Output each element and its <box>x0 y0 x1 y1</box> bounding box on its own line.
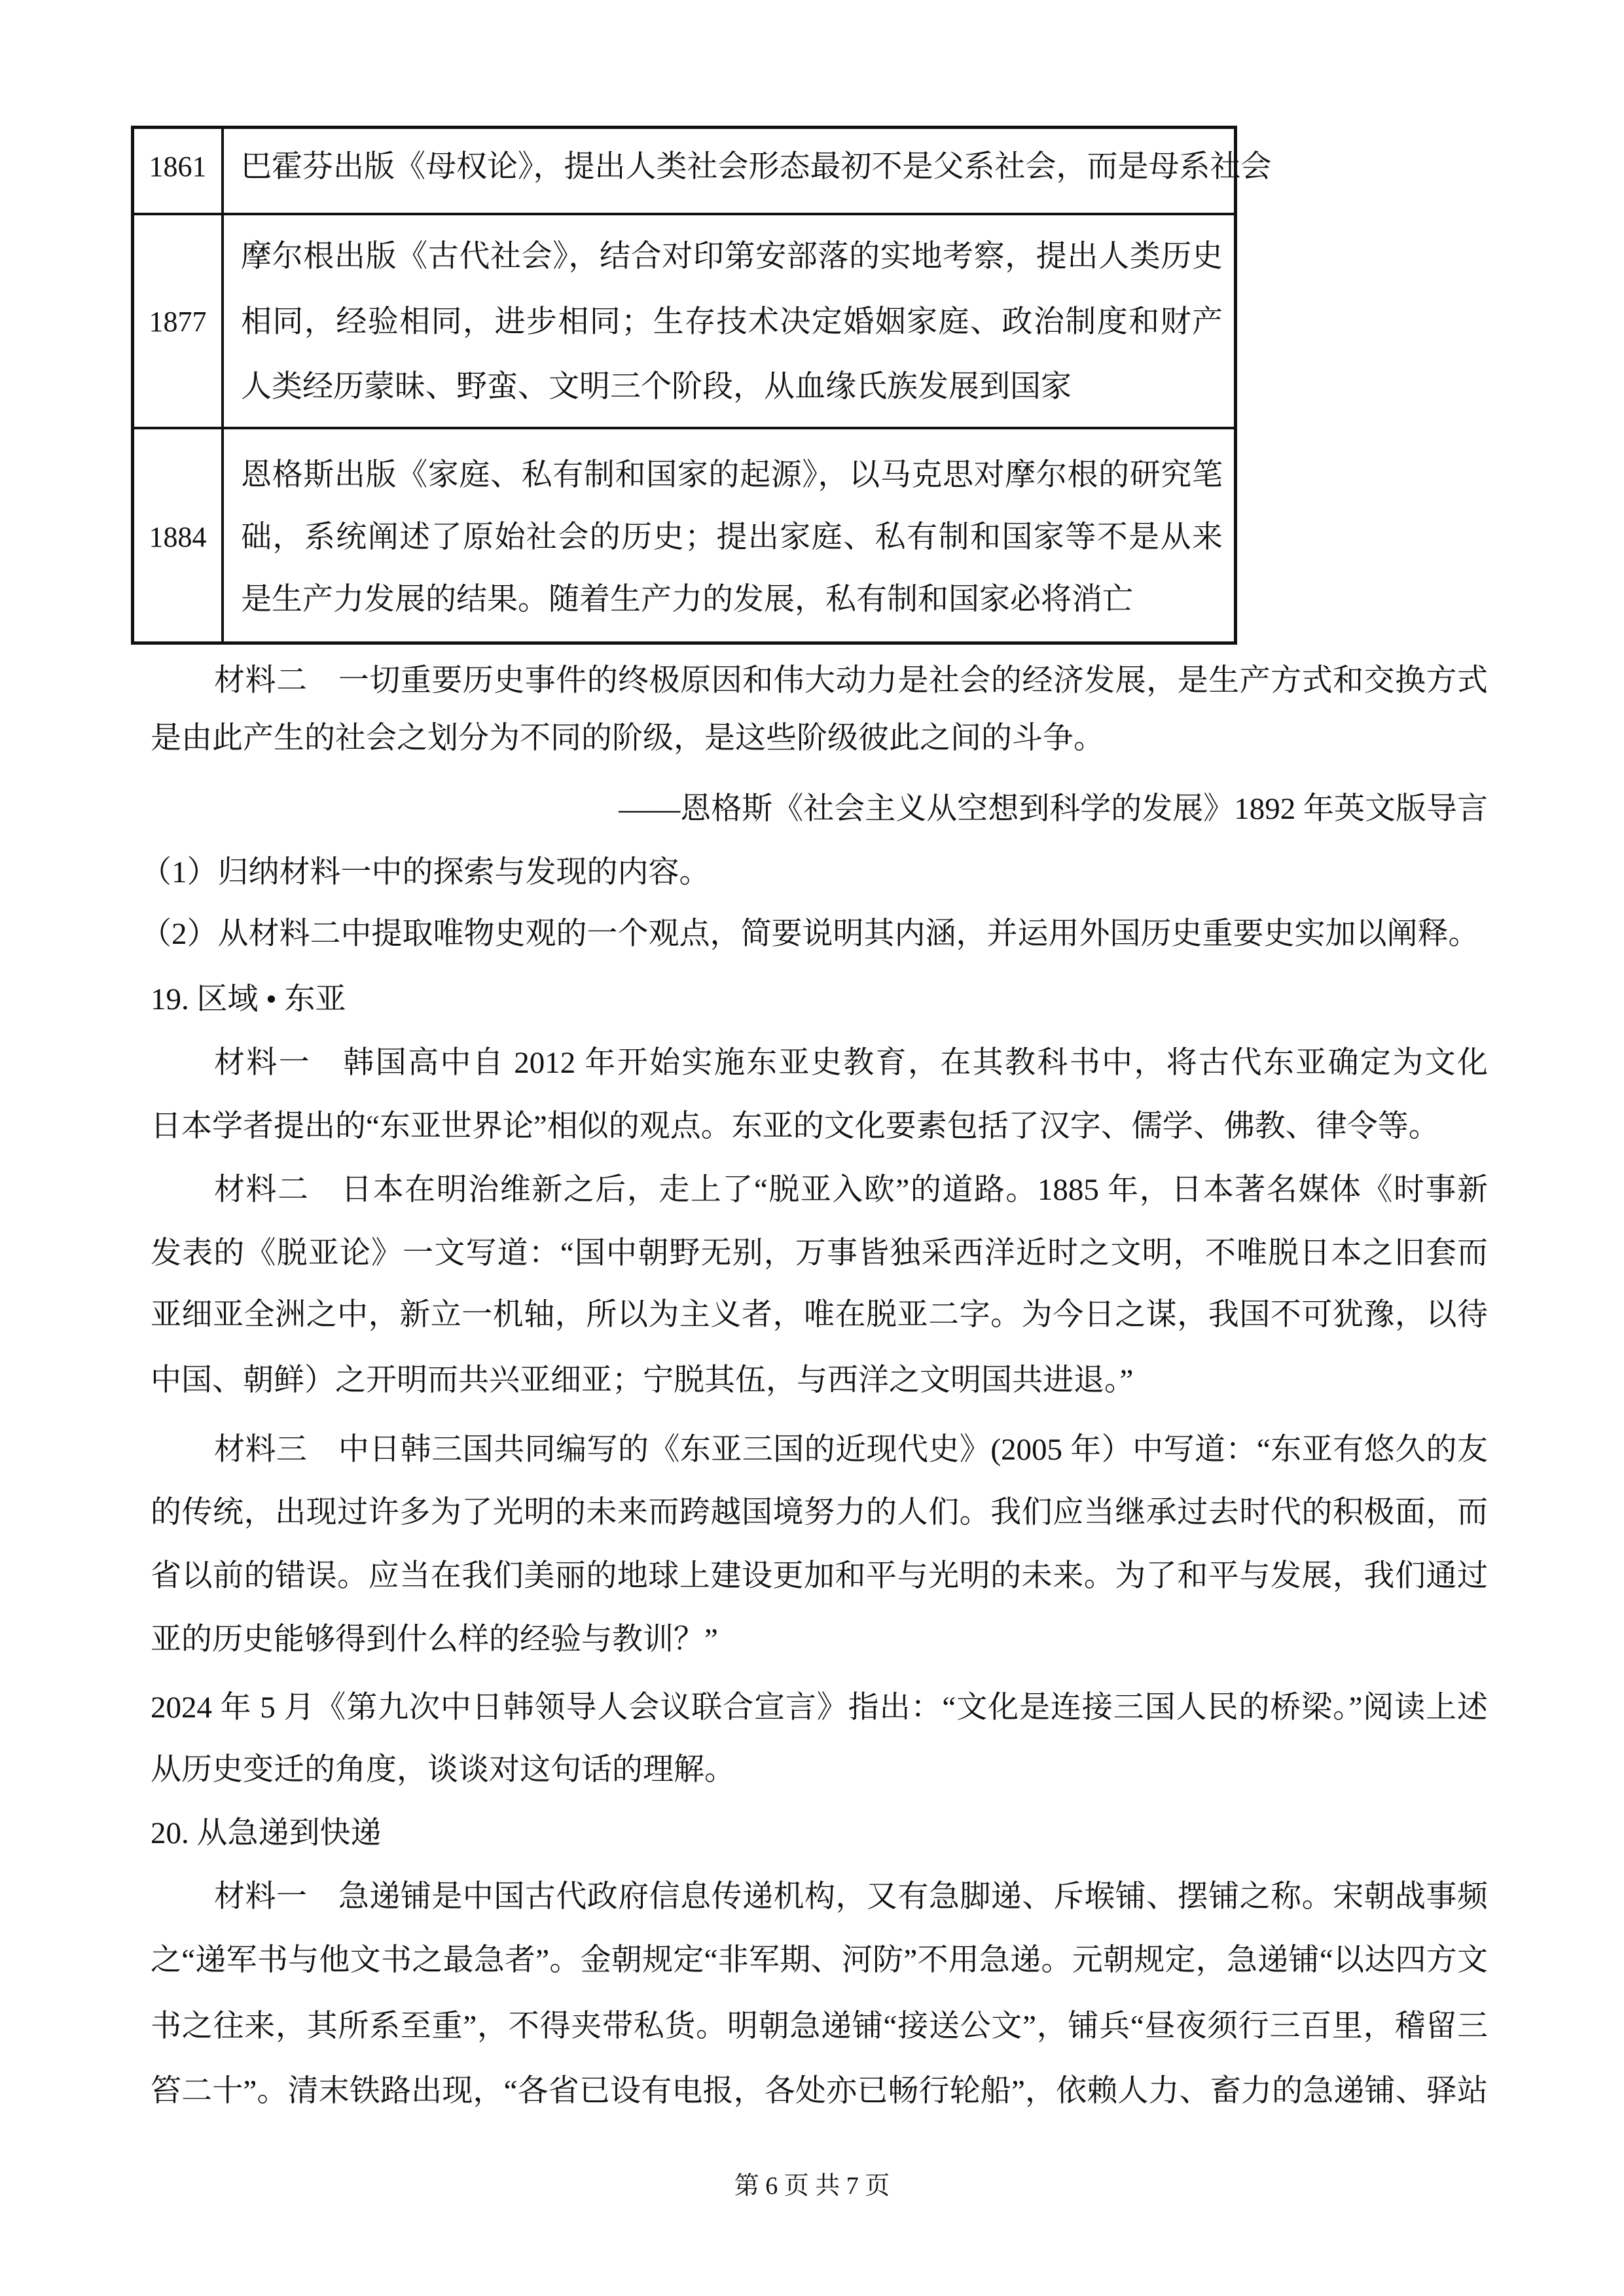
sub-question-2: （2）从材料二中提取唯物史观的一个观点，简要说明其内涵，并运用外国历史重要史实加以阐释。 <box>141 917 1479 951</box>
table-year: 1877 <box>149 306 207 338</box>
paragraph-line: 亚细亚全洲之中，新立一机轴，所以为主义者，唯在脱亚二字。为今日之谋，我国不可犹豫，以待 <box>151 1298 1488 1332</box>
paragraph-line: 材料一 韩国高中自 2012 年开始实施东亚史教育，在其教科书中，将古代东亚确定为文化 <box>214 1046 1488 1080</box>
paragraph-line: 日本学者提出的“东亚世界论”相似的观点。东亚的文化要素包括了汉字、儒学、佛教、律令等。 <box>151 1109 1439 1143</box>
paragraph-line: 材料三 中日韩三国共同编写的《东亚三国的近现代史》(2005 年）中写道：“东亚有悠久的友 <box>214 1433 1488 1467</box>
row-divider <box>131 427 1237 429</box>
paragraph-line: 是由此产生的社会之划分为不同的阶级，是这些阶级彼此之间的斗争。 <box>151 721 1104 755</box>
paragraph-line: 的传统，出现过许多为了光明的未来而跨越国境努力的人们。我们应当继承过去时代的积极面，而 <box>151 1496 1488 1530</box>
paragraph-line: 从历史变迁的角度，谈谈对这句话的理解。 <box>151 1753 735 1787</box>
row-divider <box>131 213 1237 215</box>
paragraph-line: 书之往来，其所系至重”，不得夹带私货。明朝急递铺“接送公文”，铺兵“昼夜须行三百里，稽留三 <box>151 2009 1488 2043</box>
sub-question-1: （1）归纳材料一中的探索与发现的内容。 <box>141 855 710 889</box>
table-cell-line: 是生产力发展的结果。随着生产力的发展，私有制和国家必将消亡 <box>241 583 1133 617</box>
paragraph-line: 发表的《脱亚论》一文写道：“国中朝野无别，万事皆独采西洋近时之文明，不唯脱日本之旧套而 <box>151 1236 1488 1270</box>
page-number: 第 6 页 共 7 页 <box>734 2172 890 2200</box>
question-title: 20. 从急递到快递 <box>151 1816 382 1850</box>
question-title: 19. 区域 • 东亚 <box>151 982 346 1016</box>
paragraph-line: 中国、朝鲜）之开明而共兴亚细亚；宁脱其伍，与西洋之文明国共进退。” <box>151 1363 1134 1397</box>
paragraph-line: 材料二 一切重要历史事件的终极原因和伟大动力是社会的经济发展，是生产方式和交换方式 <box>214 664 1488 698</box>
table-year: 1861 <box>149 151 207 183</box>
table-cell-line: 相同，经验相同，进步相同；生存技术决定婚姻家庭、政治制度和财产 <box>241 305 1223 339</box>
paragraph-line: 材料一 急递铺是中国古代政府信息传递机构，又有急脚递、斥堠铺、摆铺之称。宋朝战事频 <box>214 1880 1488 1914</box>
citation: ——恩格斯《社会主义从空想到科学的发展》1892 年英文版导言 <box>619 792 1488 826</box>
paragraph-line: 2024 年 5 月《第九次中日韩领导人会议联合宣言》指出：“文化是连接三国人民的桥梁。”阅读上述 <box>151 1691 1488 1725</box>
table-cell-line: 础，系统阐述了原始社会的历史；提出家庭、私有制和国家等不是从来 <box>241 520 1223 554</box>
table-cell-line: 摩尔根出版《古代社会》，结合对印第安部落的实地考察，提出人类历史 <box>241 240 1223 274</box>
paragraph-line: 之“递军书与他文书之最急者”。金朝规定“非军期、河防”不用急递。元朝规定，急递铺“以达四方文 <box>151 1943 1488 1977</box>
table-year: 1884 <box>149 521 207 553</box>
table-cell-line: 巴霍芬出版《母权论》，提出人类社会形态最初不是父系社会，而是母系社会 <box>241 150 1272 184</box>
paragraph-line: 笞二十”。清末铁路出现，“各省已设有电报，各处亦已畅行轮船”，依赖人力、畜力的急递铺、驿站 <box>151 2074 1488 2108</box>
column-divider <box>221 126 224 645</box>
table-cell-line: 人类经历蒙昧、野蛮、文明三个阶段，从血缘氏族发展到国家 <box>241 370 1072 404</box>
table-cell-line: 恩格斯出版《家庭、私有制和国家的起源》，以马克思对摩尔根的研究笔 <box>241 458 1223 492</box>
paragraph-line: 材料二 日本在明治维新之后，走上了“脱亚入欧”的道路。1885 年，日本著名媒体《时事新 <box>214 1173 1488 1207</box>
paragraph-line: 省以前的错误。应当在我们美丽的地球上建设更加和平与光明的未来。为了和平与发展，我们通过 <box>151 1559 1488 1593</box>
paragraph-line: 亚的历史能够得到什么样的经验与教训？” <box>151 1623 718 1657</box>
